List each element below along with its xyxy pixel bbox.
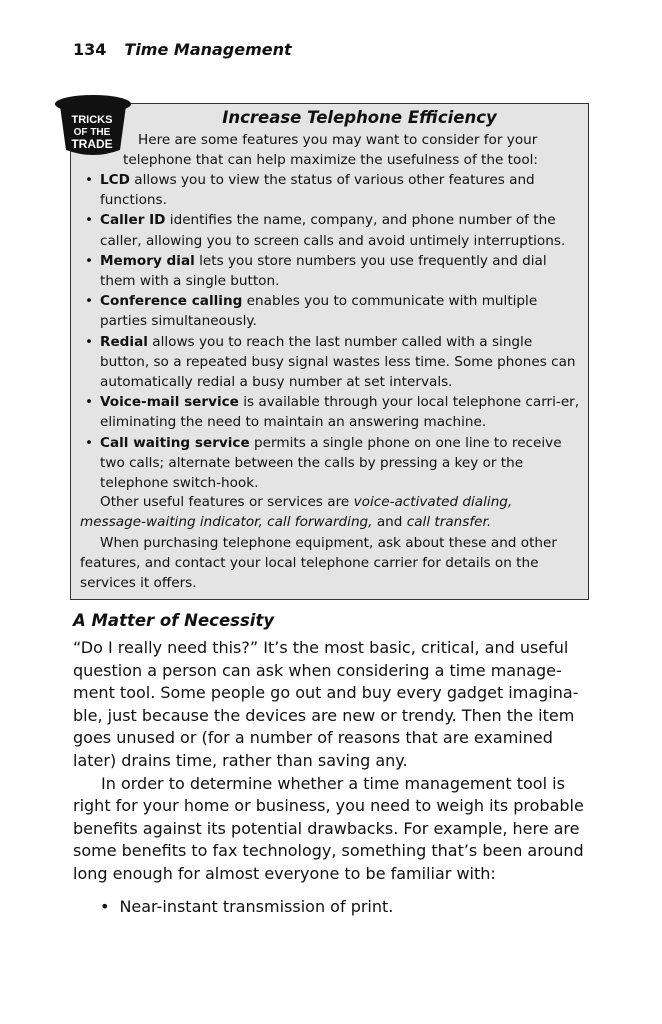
badge-line-2: OF THE	[73, 127, 111, 138]
badge-line-1: TRICKS	[71, 114, 113, 126]
tip-sidebar	[70, 103, 589, 600]
list-item	[83, 332, 583, 393]
section-heading: A Matter of Necessity	[73, 611, 275, 630]
list-item	[83, 170, 583, 210]
feature-term: Redial	[100, 333, 148, 350]
feature-desc: allows you to reach the last number called with a single button, so a repeated busy signal wastes less time. Some phones can automatically redial a busy number at set intervals.	[100, 333, 576, 391]
feature-term: Conference calling	[100, 293, 243, 310]
feature-term: Voice-mail service	[100, 394, 239, 411]
bullet-icon: •	[85, 212, 94, 229]
bullet-text: Near-instant transmission of print.	[119, 897, 394, 916]
other-prefix: Other useful features or services are	[100, 494, 354, 510]
feature-term: Caller ID	[100, 212, 166, 229]
feature-term: Memory dial	[100, 252, 195, 269]
feature-term: Call waiting service	[100, 434, 250, 451]
other-and: and	[372, 514, 407, 531]
feature-desc: enables you to communicate with multiple parties simultaneously.	[100, 293, 538, 330]
list-item	[83, 392, 583, 432]
bullet-icon: •	[100, 897, 110, 916]
other-italic-2: call transfer.	[406, 514, 492, 531]
sidebar-other-features	[80, 492, 582, 532]
feature-term: LCD	[100, 172, 130, 188]
other-italic-1: voice-activated dialing, message-waiting indicator, call forwarding,	[80, 494, 513, 531]
feature-list	[83, 170, 583, 493]
bullet-icon: •	[85, 172, 94, 188]
list-item	[83, 251, 583, 291]
sidebar-intro-line-1: Here are some features you may want to consider for your	[138, 132, 538, 148]
paragraph: “Do I really need this?” It’s the most basic, critical, and useful question a person can ask when considering a time manage-ment tool. Some people go out and buy every gadget imagina-ble, just because the devices are new or trendy. Then the item goes unused or (for a number of reasons that are examined later) drains time, rather than saving any.	[73, 638, 579, 770]
closing-text: When purchasing telephone equipment, ask about these and other features, and contact your local telephone carrier for details on the services it offers.	[80, 535, 557, 592]
page-number: 134	[73, 40, 107, 59]
running-title: Time Management	[124, 40, 292, 59]
bullet-icon: •	[85, 434, 94, 451]
feature-desc: is available through your local telephone carri-er, eliminating the need to maintain an answering machine.	[100, 394, 580, 431]
feature-desc: allows you to view the status of various other features and functions.	[100, 172, 535, 209]
running-header	[73, 40, 292, 59]
tricks-of-the-trade-hat-icon	[52, 88, 134, 160]
badge-line-3: TRADE	[71, 137, 113, 151]
sidebar-closing	[80, 533, 582, 594]
bullet-icon: •	[85, 333, 94, 350]
list-item	[100, 897, 393, 916]
list-item	[83, 433, 583, 494]
bullet-icon: •	[85, 252, 94, 269]
sidebar-intro-line-2: telephone that can help maximize the usefulness of the tool:	[123, 152, 539, 168]
paragraph: In order to determine whether a time management tool is right for your home or business, you need to weigh its probable benefits against its potential drawbacks. For example, here are some benefits to fax technology, something that’s been around long enough for almost everyone to be familiar with:	[73, 773, 584, 883]
feature-desc: lets you store numbers you use frequently and dial them with a single button.	[100, 252, 547, 290]
list-item	[83, 291, 583, 331]
sidebar-title: Increase Telephone Efficiency	[222, 108, 497, 127]
bullet-icon: •	[85, 394, 94, 411]
bullet-icon: •	[85, 293, 94, 310]
feature-desc: permits a single phone on one line to receive two calls; alternate between the calls by pressing a key or the telephone switch-hook.	[100, 434, 562, 492]
body-text	[73, 637, 593, 886]
feature-desc: identifies the name, company, and phone number of the caller, allowing you to screen calls and avoid untimely interruptions.	[100, 212, 566, 249]
list-item	[83, 210, 583, 250]
